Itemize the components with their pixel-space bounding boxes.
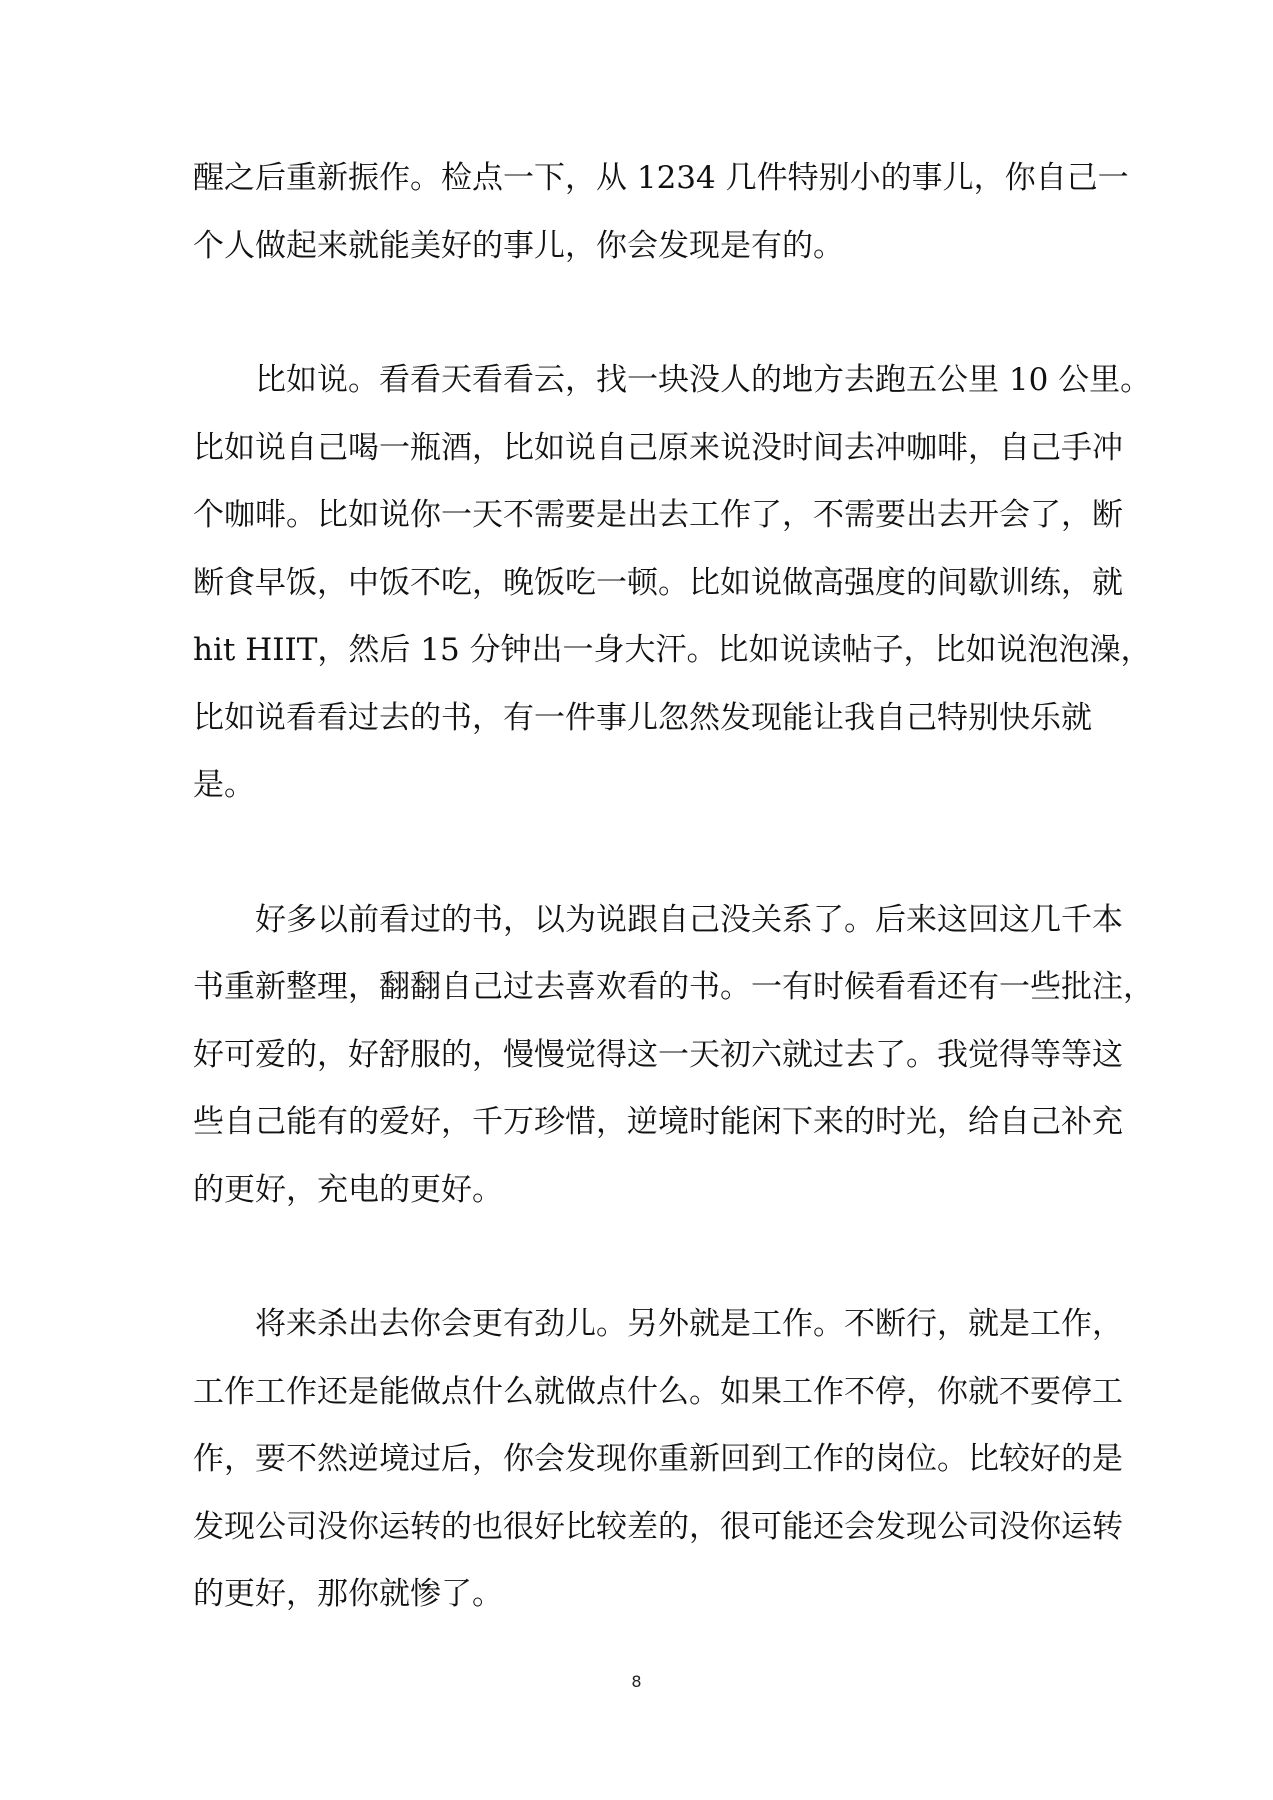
paragraph (193, 887, 1154, 1225)
text-line: 是。 (193, 767, 255, 803)
text-line: 比如说。看看天看看云，找一块没人的地方去跑五公里 10 公里。 (193, 362, 1152, 398)
text-line: 将来杀出去你会更有劲儿。另外就是工作。不断行，就是工作， (193, 1306, 1123, 1342)
text-line: 个人做起来就能美好的事儿，你会发现是有的。 (193, 227, 844, 264)
text-line: 发现公司没你运转的也很好比较差的，很可能还会发现公司没你运转 (193, 1508, 1123, 1545)
paragraph (193, 145, 1129, 280)
page-number: 8 (631, 1672, 642, 1691)
text-line: 的更好，那你就惨了。 (193, 1576, 503, 1612)
text-line: 作，要不然逆境过后，你会发现你重新回到工作的岗位。比较好的是 (193, 1441, 1123, 1477)
text-line: 比如说自己喝一瓶酒，比如说自己原来说没时间去冲咖啡，自己手冲 (193, 429, 1123, 466)
text-line: 书重新整理，翻翻自己过去喜欢看的书。一有时候看看还有一些批注， (193, 969, 1154, 1005)
paragraph (193, 347, 1152, 820)
text-line: 比如说看看过去的书，有一件事儿忽然发现能让我自己特别快乐就 (193, 699, 1092, 736)
text-line: hit HIIT，然后 15 分钟出一身大汗。比如说读帖子，比如说泡泡澡， (193, 632, 1152, 668)
text-line: 些自己能有的爱好，千万珍惜，逆境时能闲下来的时光，给自己补充 (193, 1104, 1123, 1140)
text-line: 好多以前看过的书，以为说跟自己没关系了。后来这回这几千本 (193, 901, 1123, 938)
paragraph (193, 1291, 1123, 1629)
text-line: 的更好，充电的更好。 (193, 1171, 503, 1208)
body-text (193, 145, 1154, 1629)
text-line: 个咖啡。比如说你一天不需要是出去工作了，不需要出去开会了，断 (193, 497, 1123, 533)
text-line: 醒之后重新振作。检点一下，从 1234 几件特别小的事儿，你自己一 (193, 160, 1129, 196)
text-line: 断食早饭，中饭不吃，晚饭吃一顿。比如说做高强度的间歇训练，就 (193, 564, 1123, 601)
text-line: 好可爱的，好舒服的，慢慢觉得这一天初六就过去了。我觉得等等这 (193, 1036, 1123, 1073)
text-line: 工作工作还是能做点什么就做点什么。如果工作不停，你就不要停工 (193, 1373, 1123, 1410)
